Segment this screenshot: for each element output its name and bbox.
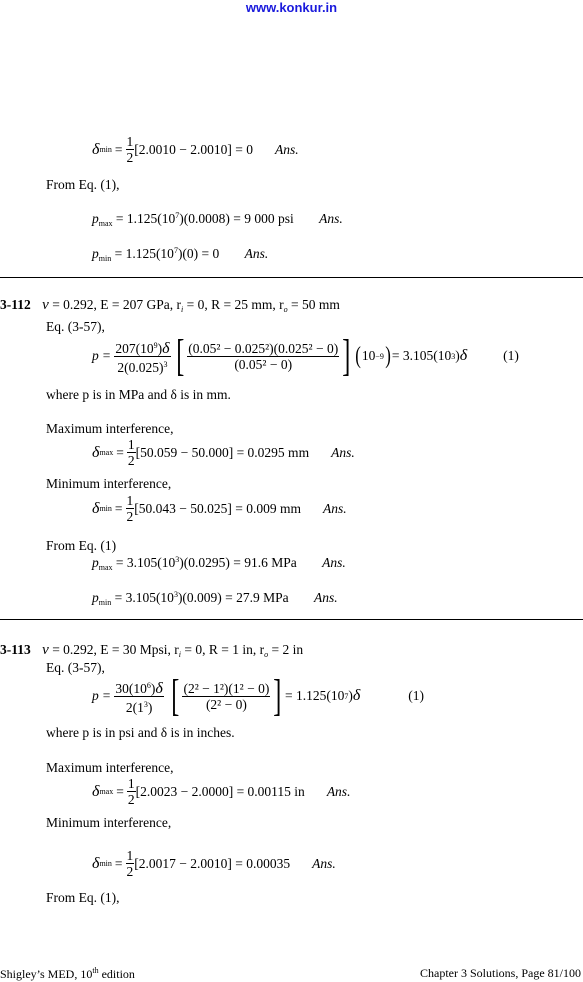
footer-left: Shigley’s MED, 10th edition bbox=[0, 966, 135, 981]
eq-ref: Eq. (3-57), bbox=[46, 319, 105, 334]
from-eq-label: From Eq. (1) bbox=[46, 538, 117, 553]
problem-number: 3-113 bbox=[0, 642, 31, 657]
pmin-line: $p_{min} = 1.125(10^7)(0) = 0$ Ans. bbox=[92, 246, 269, 263]
pmax-line: $p_{max} = 3.105(10^3)(0.0295) = 91.6$ MPa Ans. bbox=[92, 555, 346, 572]
problem-3-113-header: 3-113 ν = 0.292, E = 30 Mpsi, $r_i = 0$, R = 1 in, $r_o = 2$ in bbox=[0, 642, 304, 659]
separator bbox=[0, 277, 583, 278]
delta-max-equation: δ max = $\frac{1}{2}$ [50.059 − 50.000] = 0.0295 mm Ans. bbox=[92, 437, 355, 468]
min-interference-label: Minimum interference, bbox=[46, 815, 172, 830]
one-half-fraction: $\frac{1}{2}$ bbox=[126, 134, 134, 165]
pmin-line: $p_{min} = 3.105(10^3)(0.009) = 27.9$ MPa Ans. bbox=[92, 590, 338, 607]
where-line: where p is in MPa and δ is in mm. bbox=[46, 387, 231, 402]
eq-ref: Eq. (3-57), bbox=[46, 660, 105, 675]
from-eq-label: From Eq. (1), bbox=[46, 890, 120, 905]
delta-min-equation: δ min = $\frac{1}{2}$ [2.0010 − 2.0010] = 0 Ans. bbox=[92, 134, 299, 165]
delta-min-equation: δ min = $\frac{1}{2}$ [2.0017 − 2.0010] = 0.00035 Ans. bbox=[92, 848, 336, 879]
pmax-line: $p_{max} = 1.125(10^7)(0.0008) = 9$ 000 psi Ans. bbox=[92, 211, 343, 228]
footer-page: Chapter 3 Solutions, Page 81/100 bbox=[420, 966, 581, 980]
pressure-equation: p = $\frac{207(10^9)\delta}{2(0.025)^3}$ [ $\frac{\text{(0.05² − 0.025²)(0.025² − 0)}}{\text{(0.05² − 0)}}$ ] ( 10 −9 ) = 3.105(10 3 ) δ (1) bbox=[92, 331, 519, 380]
separator bbox=[0, 619, 583, 620]
max-interference-label: Maximum interference, bbox=[46, 760, 174, 775]
min-interference-label: Minimum interference, bbox=[46, 476, 172, 491]
problem-3-112-header: 3-112 ν = 0.292, E = 207 GPa, $r_i = 0$, R = 25 mm, $r_o = 50$ mm bbox=[0, 297, 340, 314]
pressure-equation: p = $\frac{30(10^6)\delta}{2(1^3)}$ [ $\frac{\text{(2² − 1²)(1² − 0)}}{\text{(2² − 0)}}$ ] = 1.125(10 7 ) δ (1) bbox=[92, 671, 425, 720]
delta-min-equation: δ min = $\frac{1}{2}$ [50.043 − 50.025] = 0.009 mm Ans. bbox=[92, 493, 347, 524]
delta-symbol: δ bbox=[92, 140, 100, 158]
max-interference-label: Maximum interference, bbox=[46, 421, 174, 436]
delta-max-equation: δ max = $\frac{1}{2}$ [2.0023 − 2.0000] = 0.00115 in Ans. bbox=[92, 776, 351, 807]
site-watermark[interactable]: www.konkur.in bbox=[245, 0, 338, 15]
where-line: where p is in psi and δ is in inches. bbox=[46, 725, 235, 740]
from-eq-label: From Eq. (1), bbox=[46, 177, 120, 192]
problem-number: 3-112 bbox=[0, 297, 31, 312]
